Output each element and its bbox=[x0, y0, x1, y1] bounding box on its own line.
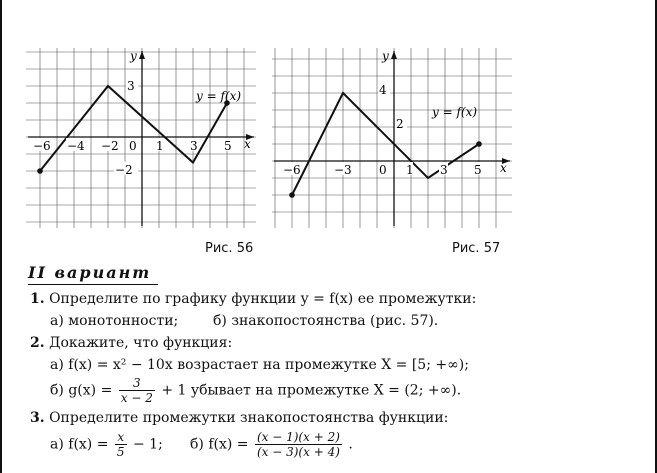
x-tick-label: −4 bbox=[67, 139, 85, 153]
figure-56-caption: Рис. 56 bbox=[205, 241, 254, 256]
task-number: 2. bbox=[30, 335, 45, 351]
function-label: y = f(x) bbox=[196, 89, 242, 103]
task-1-sub-a: а) монотонности; bbox=[50, 313, 179, 329]
fraction bbox=[115, 430, 127, 459]
y-tick-label: 2 bbox=[396, 117, 404, 131]
x-tick-label: −6 bbox=[283, 163, 301, 177]
task-number: 3. bbox=[30, 410, 45, 426]
figure-57-end-point bbox=[476, 141, 482, 147]
fraction-denominator: 5 bbox=[116, 445, 125, 459]
x-tick-label: 3 bbox=[190, 139, 198, 153]
task-2-sub-a: а) f(x) = x² − 10x возрастает на промежутке X = [5; +∞); bbox=[50, 357, 469, 373]
fraction-denominator: (x − 3)(x + 4) bbox=[256, 445, 340, 459]
figure-57-grid bbox=[272, 48, 512, 228]
x-axis-label: x bbox=[500, 161, 507, 175]
figure-57-axes bbox=[274, 51, 510, 226]
task-3-sub-a bbox=[50, 430, 163, 459]
x-tick-label: 1 bbox=[156, 139, 164, 153]
fraction-numerator: x bbox=[115, 430, 127, 445]
task-2-sub-b bbox=[50, 376, 461, 405]
task-2 bbox=[30, 335, 232, 351]
fraction bbox=[119, 376, 155, 405]
task-text: Определите промежутки знакопостоянства функции: bbox=[49, 410, 449, 426]
task-3-sub-a-suffix: − 1; bbox=[133, 436, 163, 453]
x-tick-label: −3 bbox=[334, 163, 352, 177]
task-number: 1. bbox=[30, 291, 45, 307]
y-tick-label: 4 bbox=[379, 83, 387, 97]
task-3-sub-a-prefix: а) f(x) = bbox=[50, 436, 109, 453]
figure-57-caption: Рис. 57 bbox=[452, 241, 501, 256]
y-axis-label: y bbox=[130, 49, 137, 63]
task-3-sub-b bbox=[190, 430, 353, 459]
fraction-numerator: (x − 1)(x + 2) bbox=[256, 430, 340, 444]
task-1 bbox=[30, 291, 476, 307]
figure-56-grid bbox=[26, 48, 256, 228]
y-tick-label: 3 bbox=[127, 79, 135, 93]
y-axis-arrow-icon bbox=[391, 51, 397, 59]
fraction bbox=[255, 430, 342, 459]
y-axis-label: y bbox=[382, 49, 389, 63]
figure-56-graph bbox=[26, 48, 256, 228]
x-tick-label: 5 bbox=[224, 139, 232, 153]
page-border-left bbox=[0, 0, 2, 473]
task-2-sub-b-suffix: + 1 убывает на промежутке X = (2; +∞). bbox=[161, 382, 462, 399]
x-tick-label: 5 bbox=[474, 163, 482, 177]
fraction-denominator: x − 2 bbox=[120, 391, 153, 405]
figure-57-graph bbox=[272, 48, 512, 228]
figure-56-start-point bbox=[37, 168, 43, 174]
x-tick-label: 0 bbox=[129, 139, 137, 153]
x-tick-label: 1 bbox=[406, 163, 414, 177]
figure-57-start-point bbox=[289, 192, 295, 198]
task-3-sub-b-suffix: . bbox=[348, 436, 353, 453]
task-3 bbox=[30, 410, 448, 426]
fraction-numerator: 3 bbox=[119, 376, 155, 391]
x-axis-label: x bbox=[244, 137, 251, 151]
task-text: Докажите, что функция: bbox=[49, 335, 233, 351]
x-tick-label: −6 bbox=[33, 139, 51, 153]
x-tick-label: 0 bbox=[379, 163, 387, 177]
function-label: y = f(x) bbox=[432, 105, 478, 119]
x-tick-label: −2 bbox=[101, 139, 119, 153]
heading-underline bbox=[28, 284, 158, 285]
y-tick-label: −2 bbox=[115, 163, 133, 177]
x-tick-label: 3 bbox=[440, 163, 448, 177]
task-3-sub-b-prefix: б) f(x) = bbox=[190, 436, 249, 453]
figure-56-axes bbox=[28, 51, 254, 226]
variant-heading: II вариант bbox=[28, 263, 152, 282]
task-1-sub-b: б) знакопостоянства (рис. 57). bbox=[213, 313, 439, 329]
task-text: Определите по графику функции y = f(x) ее промежутки: bbox=[49, 291, 477, 307]
task-2-sub-b-prefix: б) g(x) = bbox=[50, 382, 113, 399]
